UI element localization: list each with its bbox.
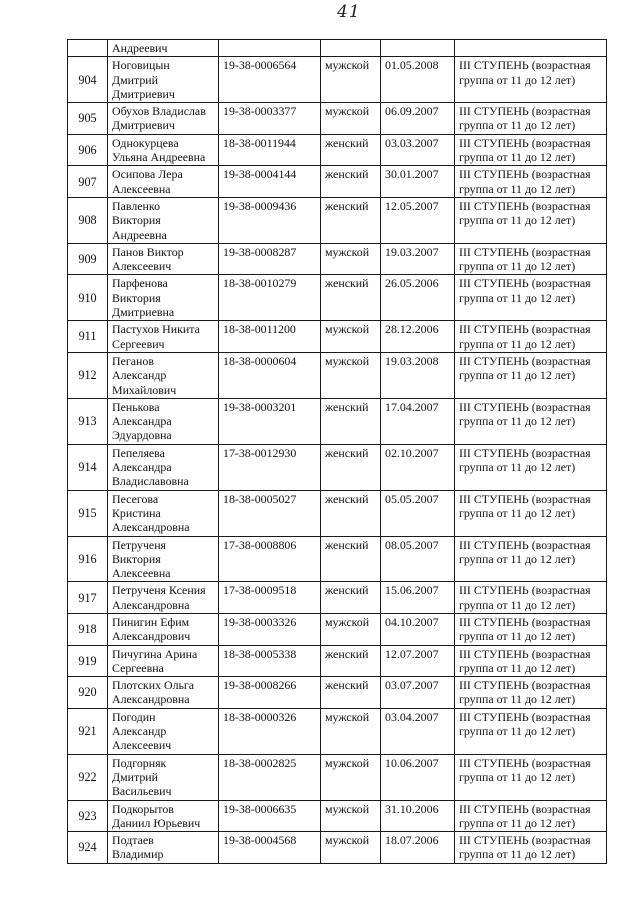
name-cell xyxy=(108,103,219,135)
level-cell-line: группа от 11 до 12 лет) xyxy=(459,597,576,612)
table-row xyxy=(68,40,607,57)
row-number-cell: 924 xyxy=(68,832,108,864)
birth-date-cell: 19.03.2007 xyxy=(381,243,455,275)
name-cell-line: Осипова Лера xyxy=(112,167,183,182)
birth-date-cell: 18.07.2006 xyxy=(381,832,455,864)
level-cell-line: группа от 11 до 12 лет) xyxy=(459,847,576,862)
level-cell-line: III СТУПЕНЬ (возрастная xyxy=(459,491,591,506)
gender-cell: женский xyxy=(321,134,381,166)
name-cell xyxy=(108,134,219,166)
name-cell-line: Даниил Юрьевич xyxy=(112,815,201,830)
birth-date-cell: 05.05.2007 xyxy=(381,490,455,536)
level-cell-line: группа от 11 до 12 лет) xyxy=(459,414,576,429)
name-cell-line: Подкорытов xyxy=(112,801,174,816)
name-cell-line: Александрович xyxy=(112,629,191,644)
name-cell-line: Михайлович xyxy=(112,382,177,397)
name-cell xyxy=(108,708,219,754)
level-cell-line: группа от 11 до 12 лет) xyxy=(459,336,576,351)
gender-cell: женский xyxy=(321,490,381,536)
level-cell-line: группа от 11 до 12 лет) xyxy=(459,259,576,274)
birth-date-cell: 04.10.2007 xyxy=(381,613,455,645)
birth-date-cell: 28.12.2006 xyxy=(381,321,455,353)
level-cell-line: группа от 11 до 12 лет) xyxy=(459,769,576,784)
id-number-cell: 18-38-0010279 xyxy=(219,275,321,321)
name-cell-line: Александровна xyxy=(112,597,190,612)
level-cell-line: III СТУПЕНЬ (возрастная xyxy=(459,833,591,848)
row-number-cell: 918 xyxy=(68,613,108,645)
name-cell-line: Парфенова xyxy=(112,276,168,291)
level-cell-line: группа от 11 до 12 лет) xyxy=(459,150,576,165)
row-number-cell: 915 xyxy=(68,490,108,536)
id-number-cell: 19-38-0003377 xyxy=(219,103,321,135)
name-cell xyxy=(108,166,219,198)
level-cell-line: III СТУПЕНЬ (возрастная xyxy=(459,646,591,661)
name-cell-line: Андреевич xyxy=(112,41,168,55)
id-number-cell: 18-38-0000604 xyxy=(219,352,321,398)
name-cell-line: Виктория xyxy=(112,290,161,305)
name-cell-line: Пичугина Арина xyxy=(112,646,198,661)
level-cell xyxy=(455,166,607,198)
level-cell-line: группа от 11 до 12 лет) xyxy=(459,460,576,475)
row-number-cell: 916 xyxy=(68,536,108,582)
table-row xyxy=(68,754,607,800)
birth-date-cell: 30.01.2007 xyxy=(381,166,455,198)
birth-date-cell: 06.09.2007 xyxy=(381,103,455,135)
name-cell xyxy=(108,321,219,353)
gender-cell: женский xyxy=(321,677,381,709)
row-number-cell: 917 xyxy=(68,582,108,614)
name-cell-line: Дмитриевич xyxy=(112,118,175,133)
name-cell xyxy=(108,275,219,321)
table-row xyxy=(68,536,607,582)
name-cell-line: Песегова xyxy=(112,491,159,506)
table-row xyxy=(68,57,607,103)
level-cell xyxy=(455,197,607,243)
name-cell xyxy=(108,57,219,103)
table-row xyxy=(68,275,607,321)
birth-date-cell xyxy=(381,40,455,57)
table-row xyxy=(68,398,607,444)
level-cell-line: III СТУПЕНЬ (возрастная xyxy=(459,322,591,337)
id-number-cell: 19-38-0004144 xyxy=(219,166,321,198)
level-cell-line: группа от 11 до 12 лет) xyxy=(459,815,576,830)
gender-cell xyxy=(321,40,381,57)
name-cell-line: Погодин xyxy=(112,709,156,724)
name-cell-line: Дмитрий xyxy=(112,72,159,87)
name-cell-line: Дмитрий xyxy=(112,769,159,784)
name-cell xyxy=(108,800,219,832)
name-cell xyxy=(108,444,219,490)
name-cell-line: Владиславовна xyxy=(112,474,189,489)
id-number-cell: 19-38-0009436 xyxy=(219,197,321,243)
gender-cell: женский xyxy=(321,645,381,677)
birth-date-cell: 03.04.2007 xyxy=(381,708,455,754)
name-cell-line: Ноговицын xyxy=(112,58,170,73)
name-cell-line: Александр xyxy=(112,724,167,739)
name-cell-line: Дмитриевич xyxy=(112,86,175,101)
table-row xyxy=(68,677,607,709)
id-number-cell: 17-38-0012930 xyxy=(219,444,321,490)
birth-date-cell: 12.05.2007 xyxy=(381,197,455,243)
name-cell xyxy=(108,40,219,57)
participants-table xyxy=(67,39,607,864)
name-cell-line: Васильевич xyxy=(112,784,172,799)
name-cell-line: Виктория xyxy=(112,213,161,228)
level-cell-line: III СТУПЕНЬ (возрастная xyxy=(459,167,591,182)
table-row xyxy=(68,134,607,166)
participants-table-body xyxy=(68,40,607,864)
gender-cell: женский xyxy=(321,166,381,198)
level-cell-line: группа от 11 до 12 лет) xyxy=(459,629,576,644)
id-number-cell: 19-38-0008287 xyxy=(219,243,321,275)
table-row xyxy=(68,582,607,614)
row-number-cell: 907 xyxy=(68,166,108,198)
birth-date-cell: 12.07.2007 xyxy=(381,645,455,677)
gender-cell: мужской xyxy=(321,57,381,103)
name-cell-line: Владимир xyxy=(112,847,164,862)
gender-cell: мужской xyxy=(321,243,381,275)
row-number-cell xyxy=(68,40,108,57)
level-cell-line: III СТУПЕНЬ (возрастная xyxy=(459,276,591,291)
level-cell-line: группа от 11 до 12 лет) xyxy=(459,290,576,305)
table-row xyxy=(68,197,607,243)
id-number-cell: 19-38-0004568 xyxy=(219,832,321,864)
name-cell-line: Александровна xyxy=(112,520,190,535)
birth-date-cell: 17.04.2007 xyxy=(381,398,455,444)
row-number-cell: 919 xyxy=(68,645,108,677)
table-row xyxy=(68,800,607,832)
level-cell-line: III СТУПЕНЬ (возрастная xyxy=(459,678,591,693)
row-number-cell: 911 xyxy=(68,321,108,353)
table-row xyxy=(68,243,607,275)
level-cell xyxy=(455,352,607,398)
page-number: 41 xyxy=(337,2,361,22)
id-number-cell: 17-38-0008806 xyxy=(219,536,321,582)
name-cell-line: Алексеевна xyxy=(112,181,171,196)
name-cell xyxy=(108,677,219,709)
level-cell-line: III СТУПЕНЬ (возрастная xyxy=(459,104,591,119)
level-cell xyxy=(455,582,607,614)
level-cell xyxy=(455,103,607,135)
level-cell xyxy=(455,321,607,353)
level-cell-line: III СТУПЕНЬ (возрастная xyxy=(459,537,591,552)
gender-cell: женский xyxy=(321,398,381,444)
row-number-cell: 921 xyxy=(68,708,108,754)
name-cell-line: Ульяна Андреевна xyxy=(112,150,206,165)
birth-date-cell: 10.06.2007 xyxy=(381,754,455,800)
gender-cell: мужской xyxy=(321,352,381,398)
birth-date-cell: 03.07.2007 xyxy=(381,677,455,709)
id-number-cell: 18-38-0005027 xyxy=(219,490,321,536)
level-cell xyxy=(455,832,607,864)
level-cell xyxy=(455,800,607,832)
level-cell-line: III СТУПЕНЬ (возрастная xyxy=(459,244,591,259)
level-cell-line: III СТУПЕНЬ (возрастная xyxy=(459,135,591,150)
level-cell xyxy=(455,57,607,103)
level-cell-line: группа от 11 до 12 лет) xyxy=(459,692,576,707)
name-cell xyxy=(108,582,219,614)
level-cell-line: III СТУПЕНЬ (возрастная xyxy=(459,58,591,73)
birth-date-cell: 31.10.2006 xyxy=(381,800,455,832)
level-cell-line: группа от 11 до 12 лет) xyxy=(459,368,576,383)
name-cell-line: Однокурцева xyxy=(112,135,179,150)
id-number-cell: 18-38-0000326 xyxy=(219,708,321,754)
table-row xyxy=(68,708,607,754)
level-cell xyxy=(455,444,607,490)
table-row xyxy=(68,103,607,135)
name-cell-line: Алексеевич xyxy=(112,738,172,753)
row-number-cell: 905 xyxy=(68,103,108,135)
level-cell-line: III СТУПЕНЬ (возрастная xyxy=(459,709,591,724)
table-row xyxy=(68,645,607,677)
name-cell-line: Алексеевич xyxy=(112,259,172,274)
name-cell-line: Павленко xyxy=(112,198,161,213)
table-row xyxy=(68,352,607,398)
gender-cell: мужской xyxy=(321,321,381,353)
id-number-cell xyxy=(219,40,321,57)
gender-cell: женский xyxy=(321,275,381,321)
name-cell-line: Подтаев xyxy=(112,833,154,848)
name-cell-line: Кристина xyxy=(112,505,161,520)
row-number-cell: 922 xyxy=(68,754,108,800)
birth-date-cell: 03.03.2007 xyxy=(381,134,455,166)
name-cell xyxy=(108,197,219,243)
name-cell-line: Сергеевич xyxy=(112,336,165,351)
id-number-cell: 19-38-0003326 xyxy=(219,613,321,645)
name-cell-line: Александр xyxy=(112,368,167,383)
row-number-cell: 906 xyxy=(68,134,108,166)
name-cell-line: Петрученя Ксения xyxy=(112,583,206,598)
id-number-cell: 19-38-0003201 xyxy=(219,398,321,444)
name-cell xyxy=(108,613,219,645)
name-cell-line: Сергеевна xyxy=(112,660,164,675)
name-cell xyxy=(108,352,219,398)
id-number-cell: 19-38-0006635 xyxy=(219,800,321,832)
table-row xyxy=(68,321,607,353)
level-cell-line: группа от 11 до 12 лет) xyxy=(459,213,576,228)
id-number-cell: 19-38-0008266 xyxy=(219,677,321,709)
level-cell xyxy=(455,398,607,444)
gender-cell: женский xyxy=(321,582,381,614)
name-cell-line: Пастухов Никита xyxy=(112,322,200,337)
name-cell-line: Подгорняк xyxy=(112,755,167,770)
level-cell-line: III СТУПЕНЬ (возрастная xyxy=(459,445,591,460)
name-cell-line: Пенькова xyxy=(112,399,160,414)
name-cell-line: Пинигин Ефим xyxy=(112,614,190,629)
level-cell-line: группа от 11 до 12 лет) xyxy=(459,118,576,133)
name-cell-line: Александровна xyxy=(112,692,190,707)
level-cell-line: III СТУПЕНЬ (возрастная xyxy=(459,399,591,414)
level-cell xyxy=(455,645,607,677)
row-number-cell: 923 xyxy=(68,800,108,832)
id-number-cell: 17-38-0009518 xyxy=(219,582,321,614)
level-cell xyxy=(455,708,607,754)
level-cell-line: группа от 11 до 12 лет) xyxy=(459,181,576,196)
name-cell-line: Петрученя xyxy=(112,537,167,552)
gender-cell: мужской xyxy=(321,800,381,832)
level-cell xyxy=(455,613,607,645)
name-cell-line: Андреевна xyxy=(112,227,167,242)
id-number-cell: 18-38-0011944 xyxy=(219,134,321,166)
table-row xyxy=(68,490,607,536)
table-row xyxy=(68,166,607,198)
name-cell-line: Виктория xyxy=(112,551,161,566)
level-cell-line: группа от 11 до 12 лет) xyxy=(459,505,576,520)
level-cell xyxy=(455,243,607,275)
gender-cell: мужской xyxy=(321,708,381,754)
level-cell-line: группа от 11 до 12 лет) xyxy=(459,72,576,87)
level-cell-line: III СТУПЕНЬ (возрастная xyxy=(459,583,591,598)
gender-cell: женский xyxy=(321,444,381,490)
level-cell-line: III СТУПЕНЬ (возрастная xyxy=(459,801,591,816)
level-cell-line: III СТУПЕНЬ (возрастная xyxy=(459,353,591,368)
name-cell-line: Панов Виктор xyxy=(112,244,184,259)
level-cell-line: группа от 11 до 12 лет) xyxy=(459,724,576,739)
name-cell-line: Обухов Владислав xyxy=(112,104,206,119)
name-cell-line: Плотских Ольга xyxy=(112,678,195,693)
id-number-cell: 19-38-0006564 xyxy=(219,57,321,103)
name-cell-line: Александра xyxy=(112,414,172,429)
name-cell xyxy=(108,832,219,864)
birth-date-cell: 26.05.2006 xyxy=(381,275,455,321)
birth-date-cell: 15.06.2007 xyxy=(381,582,455,614)
level-cell xyxy=(455,536,607,582)
level-cell-line: группа от 11 до 12 лет) xyxy=(459,551,576,566)
level-cell-line: III СТУПЕНЬ (возрастная xyxy=(459,198,591,213)
name-cell xyxy=(108,536,219,582)
row-number-cell: 904 xyxy=(68,57,108,103)
row-number-cell: 910 xyxy=(68,275,108,321)
name-cell xyxy=(108,398,219,444)
gender-cell: мужской xyxy=(321,103,381,135)
gender-cell: мужской xyxy=(321,754,381,800)
row-number-cell: 908 xyxy=(68,197,108,243)
level-cell xyxy=(455,490,607,536)
name-cell-line: Пеганов xyxy=(112,353,154,368)
name-cell-line: Эдуардовна xyxy=(112,428,172,443)
row-number-cell: 914 xyxy=(68,444,108,490)
table-row xyxy=(68,832,607,864)
table-row xyxy=(68,444,607,490)
birth-date-cell: 02.10.2007 xyxy=(381,444,455,490)
gender-cell: мужской xyxy=(321,832,381,864)
level-cell-line: группа от 11 до 12 лет) xyxy=(459,660,576,675)
name-cell xyxy=(108,243,219,275)
birth-date-cell: 19.03.2008 xyxy=(381,352,455,398)
level-cell-line: III СТУПЕНЬ (возрастная xyxy=(459,614,591,629)
name-cell-line: Дмитриевна xyxy=(112,305,175,320)
level-cell xyxy=(455,40,607,57)
name-cell xyxy=(108,645,219,677)
row-number-cell: 912 xyxy=(68,352,108,398)
id-number-cell: 18-38-0002825 xyxy=(219,754,321,800)
birth-date-cell: 08.05.2007 xyxy=(381,536,455,582)
name-cell-line: Александра xyxy=(112,460,172,475)
id-number-cell: 18-38-0011200 xyxy=(219,321,321,353)
id-number-cell: 18-38-0005338 xyxy=(219,645,321,677)
name-cell xyxy=(108,490,219,536)
name-cell-line: Пепеляева xyxy=(112,445,165,460)
level-cell xyxy=(455,677,607,709)
birth-date-cell: 01.05.2008 xyxy=(381,57,455,103)
level-cell xyxy=(455,275,607,321)
level-cell xyxy=(455,134,607,166)
gender-cell: мужской xyxy=(321,613,381,645)
level-cell-line: III СТУПЕНЬ (возрастная xyxy=(459,755,591,770)
gender-cell: женский xyxy=(321,536,381,582)
row-number-cell: 913 xyxy=(68,398,108,444)
gender-cell: женский xyxy=(321,197,381,243)
row-number-cell: 920 xyxy=(68,677,108,709)
name-cell-line: Алексеевна xyxy=(112,566,171,581)
level-cell xyxy=(455,754,607,800)
table-row xyxy=(68,613,607,645)
row-number-cell: 909 xyxy=(68,243,108,275)
name-cell xyxy=(108,754,219,800)
